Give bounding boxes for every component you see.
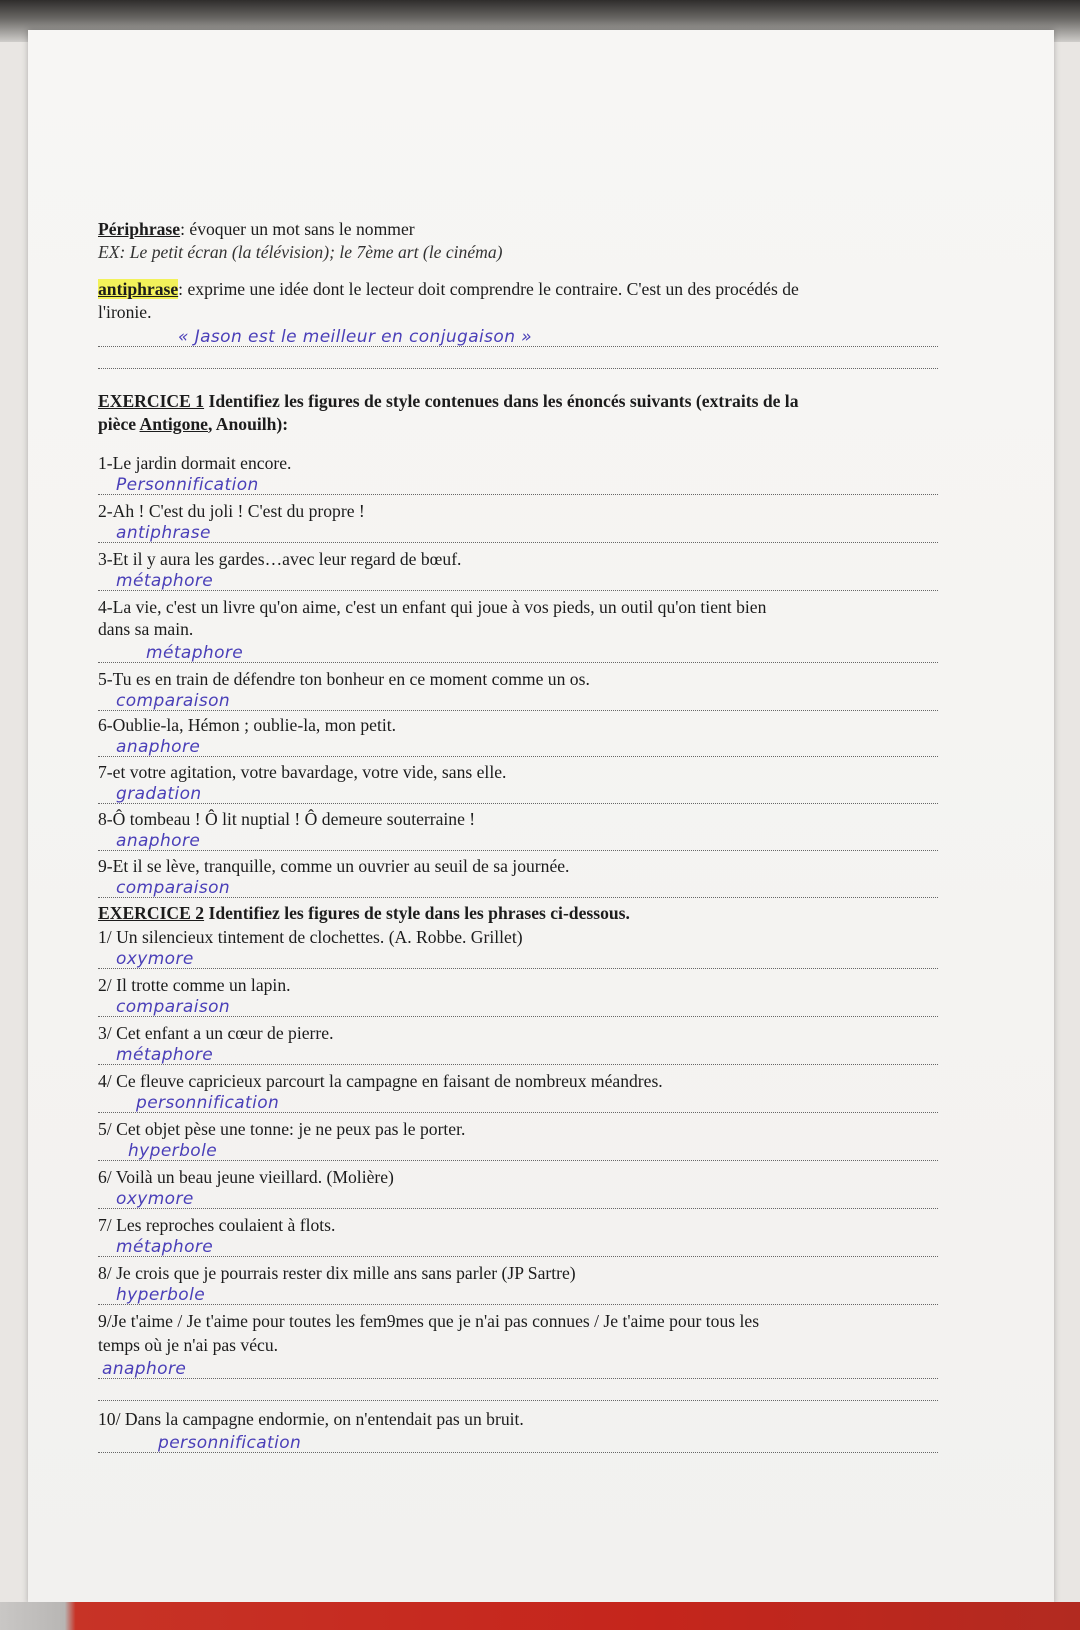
exercise1-answer-3: métaphore bbox=[116, 571, 214, 591]
exercise1-answer-row-3 bbox=[98, 568, 938, 591]
periphrase-term: Périphrase bbox=[98, 219, 181, 239]
exercise1-title-suffix-text: , Anouilh): bbox=[207, 414, 289, 434]
periphrase-definition bbox=[98, 218, 415, 241]
exercise1-answer-row-9 bbox=[98, 875, 938, 898]
exercise2-item-1: 1/ Un silencieux tintement de clochettes. (A. Robbe. Grillet) bbox=[98, 927, 523, 947]
exercise2-answer-7: métaphore bbox=[116, 1237, 214, 1257]
antiphrase-text: : exprime une idée dont le lecteur doit comprendre le contraire. C'est un des procédés de bbox=[178, 279, 799, 299]
exercise1-item-6: 6-Oublie-la, Hémon ; oublie-la, mon petit. bbox=[98, 715, 397, 735]
exercise1-item-4: 4-La vie, c'est un livre qu'on aime, c'est un enfant qui joue à vos pieds, un outil qu'on tient bien bbox=[98, 597, 767, 617]
exercise1-answer-row-5 bbox=[98, 688, 938, 711]
exercise1-answer-7: gradation bbox=[116, 784, 202, 804]
exercise2-item-8: 8/ Je crois que je pourrais rester dix mille ans sans parler (JP Sartre) bbox=[98, 1263, 576, 1283]
exercise2-label: EXERCICE 2 bbox=[98, 903, 205, 923]
exercise1-answer-row-6 bbox=[98, 734, 938, 757]
exercise1-answer-row-8 bbox=[98, 828, 938, 851]
periphrase-example: EX: Le petit écran (la télévision); le 7ème art (le cinéma) bbox=[98, 242, 503, 262]
exercise2-answer-row-1 bbox=[98, 946, 938, 969]
exercise2-item-2: 2/ Il trotte comme un lapin. bbox=[98, 975, 291, 995]
exercise2-item-10: 10/ Dans la campagne endormie, on n'entendait pas un bruit. bbox=[98, 1409, 524, 1429]
exercise1-answer-1: Personnification bbox=[116, 475, 259, 495]
exercise2-answer-row-6 bbox=[98, 1186, 938, 1209]
exercise1-label: EXERCICE 1 bbox=[98, 391, 205, 411]
exercise2-answer-row-4 bbox=[98, 1090, 938, 1113]
exercise1-title-prefix-text: pièce bbox=[98, 414, 140, 434]
antiphrase-definition bbox=[98, 278, 799, 301]
antiphrase-term: antiphrase bbox=[98, 279, 179, 299]
exercise2-answer-2: comparaison bbox=[116, 997, 231, 1017]
exercise1-instruction: Identifiez les figures de style contenues dans les énoncés suivants (extraits de la bbox=[204, 391, 799, 411]
exercise2-answer-row-3 bbox=[98, 1042, 938, 1065]
exercise2-item-5: 5/ Cet objet pèse une tonne: je ne peux pas le porter. bbox=[98, 1119, 466, 1139]
exercise2-item-7: 7/ Les reproches coulaient à flots. bbox=[98, 1215, 336, 1235]
exercise1-item-4-line2: dans sa main. bbox=[98, 619, 194, 639]
exercise1-answer-row-1 bbox=[98, 472, 938, 495]
antiphrase-answer: « Jason est le meilleur en conjugaison » bbox=[178, 327, 533, 347]
exercise1-item-2: 2-Ah ! C'est du joli ! C'est du propre ! bbox=[98, 501, 365, 521]
exercise1-work-title: Antigone bbox=[139, 414, 208, 434]
exercise2-answer-row-7 bbox=[98, 1234, 938, 1257]
exercise1-item-7: 7-et votre agitation, votre bavardage, votre vide, sans elle. bbox=[98, 762, 507, 782]
exercise2-title bbox=[98, 902, 630, 925]
blank-answer-row bbox=[98, 346, 938, 369]
exercise2-answer-4: personnification bbox=[136, 1093, 280, 1113]
exercise1-answer-9: comparaison bbox=[116, 878, 231, 898]
exercise2-answer-row-2 bbox=[98, 994, 938, 1017]
scan-edge-bottom bbox=[0, 1602, 1080, 1630]
exercise2-answer-row-9 bbox=[98, 1356, 938, 1379]
exercise2-answer-8: hyperbole bbox=[116, 1285, 206, 1305]
exercise1-item-5: 5-Tu es en train de défendre ton bonheur en ce moment comme un os. bbox=[98, 669, 590, 689]
exercise2-item-4: 4/ Ce fleuve capricieux parcourt la campagne en faisant de nombreux méandres. bbox=[98, 1071, 663, 1091]
exercise2-answer-9: anaphore bbox=[102, 1359, 187, 1379]
exercise2-answer-5: hyperbole bbox=[128, 1141, 218, 1161]
exercise1-item-9: 9-Et il se lève, tranquille, comme un ouvrier au seuil de sa journée. bbox=[98, 856, 570, 876]
exercise2-answer-1: oxymore bbox=[116, 949, 194, 969]
exercise2-answer-3: métaphore bbox=[116, 1045, 214, 1065]
exercise2-answer-row-10 bbox=[98, 1430, 938, 1453]
exercise1-answer-6: anaphore bbox=[116, 737, 201, 757]
exercise1-answer-8: anaphore bbox=[116, 831, 201, 851]
exercise1-answer-2: antiphrase bbox=[116, 523, 211, 543]
exercise2-item-6: 6/ Voilà un beau jeune vieillard. (Molière) bbox=[98, 1167, 394, 1187]
exercise2-answer-6: oxymore bbox=[116, 1189, 194, 1209]
exercise1-answer-row-2 bbox=[98, 520, 938, 543]
exercise1-answer-4: métaphore bbox=[146, 643, 244, 663]
exercise1-title-line2 bbox=[98, 413, 288, 436]
exercise2-item-9-line2: temps où je n'ai pas vécu. bbox=[98, 1335, 279, 1355]
antiphrase-text-line2: l'ironie. bbox=[98, 302, 152, 322]
exercise2-answer-row-8 bbox=[98, 1282, 938, 1305]
exercise1-title bbox=[98, 390, 799, 413]
blank-answer-row-2 bbox=[98, 1378, 938, 1401]
exercise1-answer-row-4 bbox=[98, 640, 938, 663]
exercise2-instruction: Identifiez les figures de style dans les phrases ci-dessous. bbox=[204, 903, 630, 923]
exercise1-answer-5: comparaison bbox=[116, 691, 231, 711]
exercise1-item-8: 8-Ô tombeau ! Ô lit nuptial ! Ô demeure souterraine ! bbox=[98, 809, 476, 829]
exercise1-item-3: 3-Et il y aura les gardes…avec leur regard de bœuf. bbox=[98, 549, 462, 569]
exercise1-item-1: 1-Le jardin dormait encore. bbox=[98, 453, 292, 473]
exercise2-answer-10: personnification bbox=[158, 1433, 302, 1453]
exercise1-answer-row-7 bbox=[98, 781, 938, 804]
antiphrase-answer-row bbox=[98, 324, 938, 347]
exercise2-item-9: 9/Je t'aime / Je t'aime pour toutes les fem9mes que je n'ai pas connues / Je t'aime pour tous les bbox=[98, 1311, 760, 1331]
exercise2-item-3: 3/ Cet enfant a un cœur de pierre. bbox=[98, 1023, 334, 1043]
exercise2-answer-row-5 bbox=[98, 1138, 938, 1161]
periphrase-text: : évoquer un mot sans le nommer bbox=[180, 219, 415, 239]
